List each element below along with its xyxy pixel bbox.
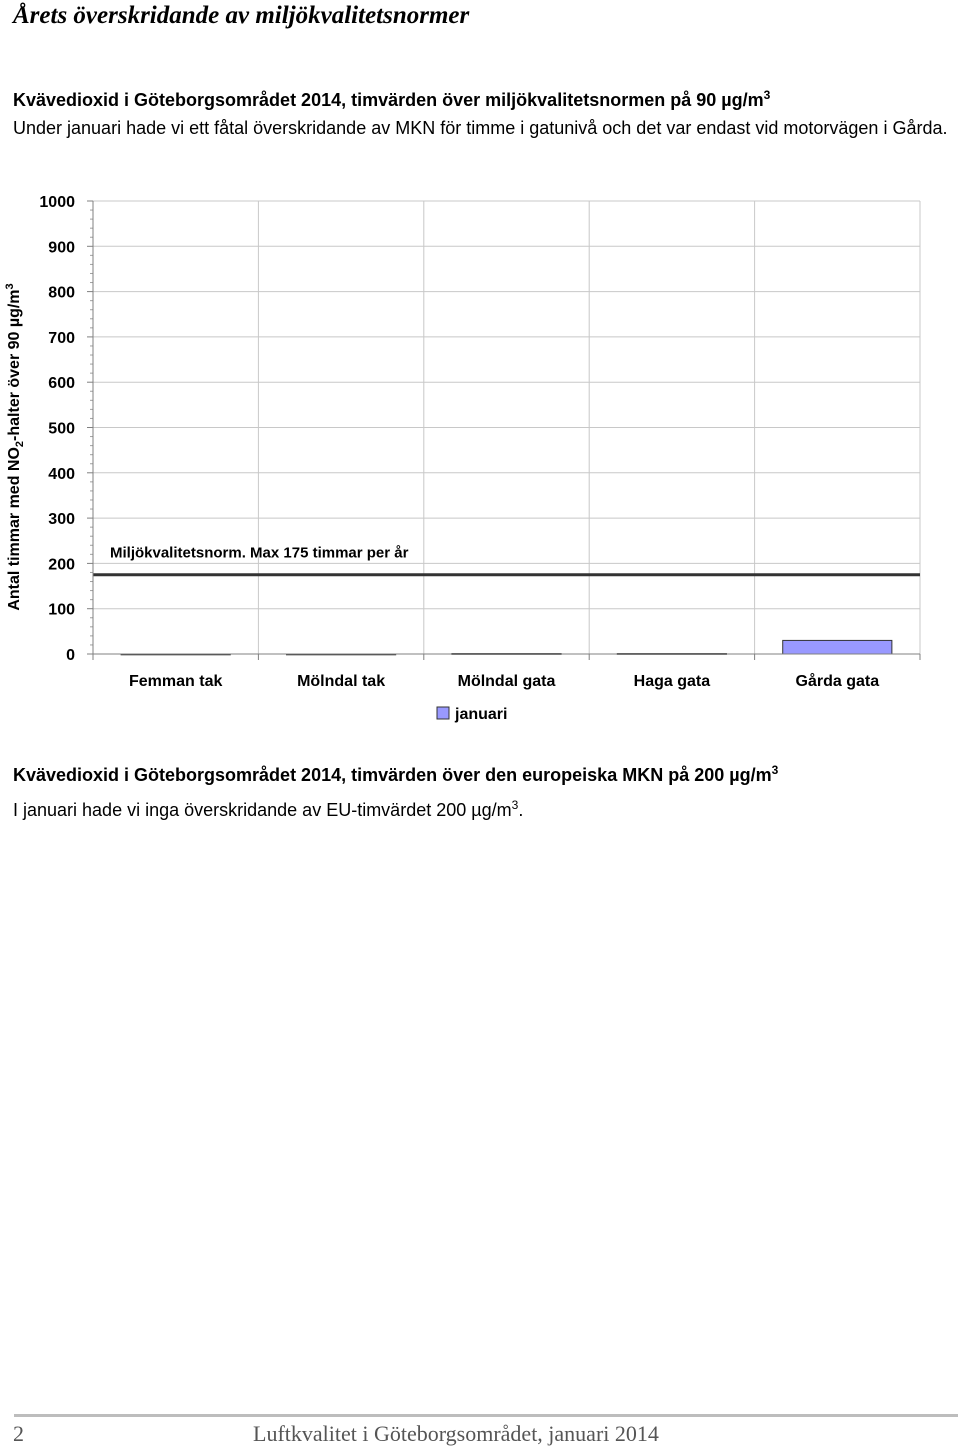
legend-label-januari: januari <box>455 706 508 723</box>
section-2-title-superscript: 3 <box>771 763 779 777</box>
legend-swatch-januari <box>437 707 449 719</box>
chart-axes <box>87 201 920 660</box>
reference-line-label: Miljökvalitetsnorm. Max 175 timmar per år <box>110 544 409 562</box>
x-tick-labels <box>129 672 879 690</box>
section-2-body-superscript: 3 <box>511 798 519 812</box>
x-tick-label-3: Haga gata <box>633 673 711 690</box>
section-2-title <box>13 763 778 786</box>
y-tick-label-800: 800 <box>48 284 75 302</box>
y-tick-label-700: 700 <box>48 329 75 347</box>
y-tick-label-500: 500 <box>48 420 75 438</box>
y-tick-labels <box>39 194 75 664</box>
section-2-body <box>13 791 523 824</box>
x-tick-label-1: Mölndal tak <box>297 673 386 690</box>
footer-page-number: 2 <box>13 1421 24 1446</box>
no2-exceedance-chart <box>0 185 960 730</box>
x-tick-label-0: Femman tak <box>129 673 223 690</box>
section-2-body-end: . <box>518 800 524 820</box>
y-axis-label-superscript: 3 <box>4 283 16 290</box>
chart-bars <box>121 640 892 654</box>
chart-gridlines <box>93 201 920 654</box>
y-tick-label-100: 100 <box>48 601 75 619</box>
footer-title: Luftkvalitet i Göteborgsområdet, januari 2014 <box>253 1421 659 1446</box>
y-tick-label-1000: 1000 <box>39 194 75 211</box>
y-tick-label-400: 400 <box>48 465 75 483</box>
section-2-body-text: I januari hade vi inga överskridande av EU-timvärdet 200 µg/m <box>13 800 512 820</box>
y-axis-label-subscript: 2 <box>14 440 26 448</box>
footer-divider <box>14 1414 958 1417</box>
y-axis-label-part-2: -halter över 90 µg/m <box>6 289 23 441</box>
x-tick-label-4: Gårda gata <box>795 673 880 690</box>
section-1-title <box>13 88 770 111</box>
x-tick-label-2: Mölndal gata <box>457 673 556 690</box>
section-1-body: Under januari hade vi ett fåtal överskridande av MKN för timme i gatunivå och det var endast vid motorvägen i Gårda. <box>13 118 948 138</box>
section-1-title-text: Kvävedioxid i Göteborgsområdet 2014, timvärden över miljökvalitetsnormen på 90 µg/m <box>13 90 764 110</box>
section-1-title-superscript: 3 <box>763 88 771 102</box>
y-axis-label <box>4 283 26 610</box>
bar-gårda-gata <box>783 640 892 654</box>
section-2-title-text: Kvävedioxid i Göteborgsområdet 2014, timvärden över den europeiska MKN på 200 µg/m <box>13 765 772 785</box>
chart-reference <box>93 545 920 575</box>
y-axis-label-part-1: Antal timmar med NO <box>6 447 23 611</box>
y-tick-label-200: 200 <box>48 556 75 574</box>
y-tick-label-600: 600 <box>48 375 75 393</box>
y-tick-label-300: 300 <box>48 511 75 529</box>
page-heading: Årets överskridande av miljökvalitetsnormer <box>13 2 470 29</box>
chart-legend <box>437 706 507 723</box>
y-tick-label-0: 0 <box>66 647 75 664</box>
y-tick-label-900: 900 <box>48 239 75 257</box>
